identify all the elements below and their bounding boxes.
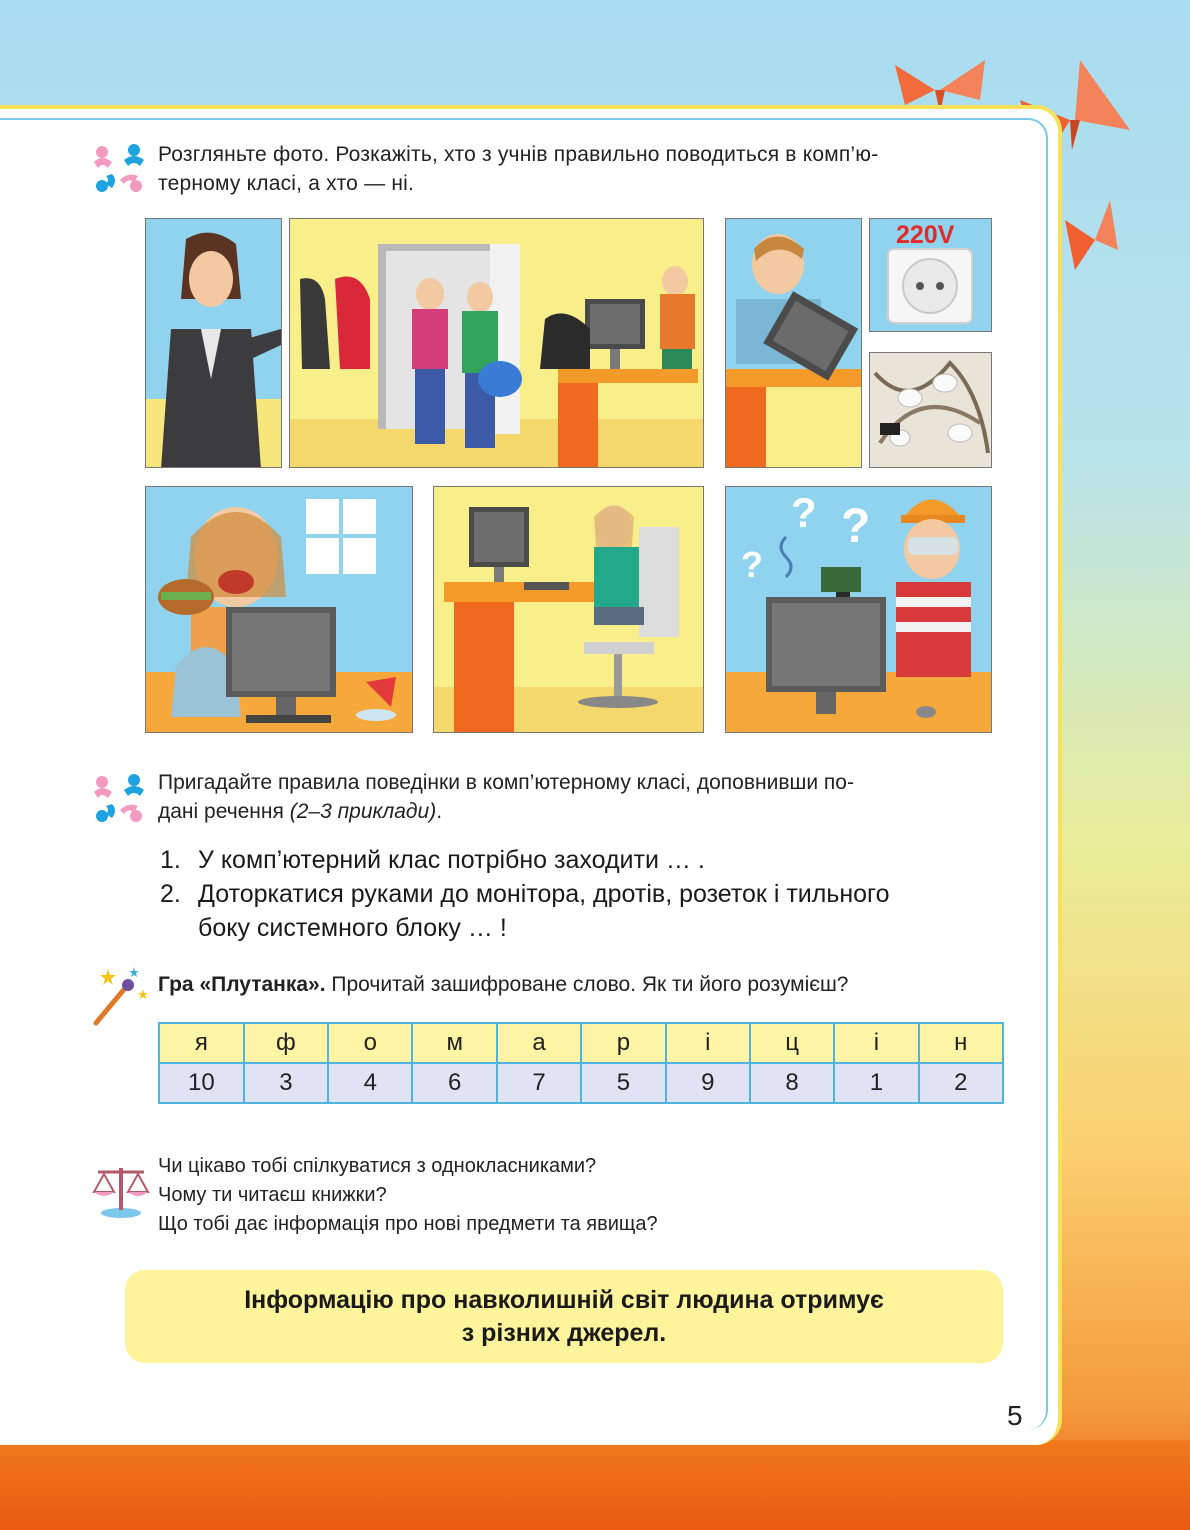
photo-teacher	[145, 218, 282, 468]
letter-cell: м	[412, 1023, 496, 1063]
game-text: Гра «Плутанка». Прочитай зашифроване слово. Як ти його розумієш?	[158, 973, 849, 996]
photo-girl-at-desk	[433, 486, 704, 733]
number-cell: 8	[750, 1063, 834, 1103]
number-cell: 10	[159, 1063, 244, 1103]
number-cell: 5	[581, 1063, 665, 1103]
letter-cell: ф	[244, 1023, 328, 1063]
svg-text:?: ?	[791, 489, 817, 536]
number-cell: 9	[666, 1063, 750, 1103]
svg-text:?: ?	[741, 544, 763, 585]
photo-boy-with-drill	[725, 486, 992, 733]
letter-cell: я	[159, 1023, 244, 1063]
photo-tangled-cables	[869, 352, 992, 468]
photo-entering-class	[289, 218, 704, 468]
table-row	[159, 1023, 1003, 1063]
svg-text:?: ?	[841, 500, 871, 553]
number-cell: 1	[834, 1063, 918, 1103]
scales-icon	[90, 1158, 152, 1220]
group-work-icon	[90, 770, 148, 828]
list-item: 1. У комп’ютерний клас потрібно заходити … .	[160, 846, 705, 874]
letter-cell: н	[919, 1023, 1003, 1063]
list-item: 2. Доторкатися руками до монітора, дротів, розеток і тильного боку системного блоку … !	[160, 880, 890, 942]
conclusion-box: Інформацію про навколишній світ людина отримує з різних джерел.	[125, 1270, 1003, 1363]
bottom-band	[0, 1440, 1190, 1530]
letter-cell: і	[666, 1023, 750, 1063]
task1-text: Розгляньте фото. Розкажіть, хто з учнів правильно поводиться в комп’ю- терному класі, а хто — ні.	[158, 143, 879, 195]
photo-boy-monitor	[725, 218, 862, 468]
letter-cell: о	[328, 1023, 412, 1063]
cipher-table	[158, 1022, 1004, 1104]
number-cell: 3	[244, 1063, 328, 1103]
letter-cell: а	[497, 1023, 581, 1063]
number-cell: 2	[919, 1063, 1003, 1103]
letter-cell: р	[581, 1023, 665, 1063]
reflection-questions	[158, 1152, 1008, 1239]
list-item: Що тобі дає інформація про нові предмети та явища?	[158, 1213, 658, 1235]
voltage-label: 220V	[896, 221, 955, 249]
number-cell: 6	[412, 1063, 496, 1103]
task2-text: Пригадайте правила поведінки в комп’ютерному класі, доповнивши по- дані речення (2–3 приклади).	[158, 771, 854, 823]
group-work-icon	[90, 140, 148, 198]
photo-socket	[869, 218, 992, 332]
letter-cell: ц	[750, 1023, 834, 1063]
list-item: Чи цікаво тобі спілкуватися з однокласниками?	[158, 1155, 597, 1177]
list-item: Чому ти читаєш книжки?	[158, 1184, 387, 1206]
magic-wand-icon	[88, 965, 150, 1027]
number-cell: 4	[328, 1063, 412, 1103]
rules-list	[160, 843, 1010, 945]
photo-girl-eating	[145, 486, 413, 733]
page-number: 5	[1007, 1400, 1023, 1431]
number-cell: 7	[497, 1063, 581, 1103]
table-row	[159, 1063, 1003, 1103]
letter-cell: і	[834, 1023, 918, 1063]
butterfly-icon	[1060, 200, 1120, 275]
